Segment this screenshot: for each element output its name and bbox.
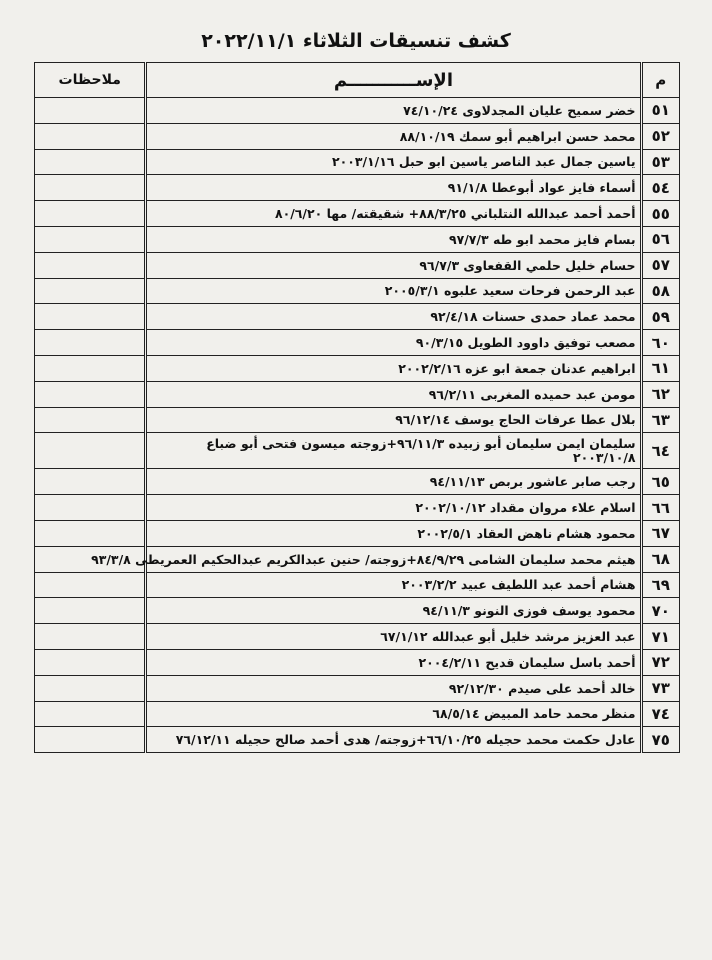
row-notes	[35, 175, 146, 201]
row-number: ٧٣	[641, 675, 679, 701]
table-row	[35, 123, 680, 149]
row-notes	[35, 675, 146, 701]
coordination-table	[34, 62, 680, 753]
row-number: ٦٤	[641, 433, 679, 469]
row-notes	[35, 252, 146, 278]
row-name: مومن عبد حميده المغربى ٩٦/٢/١١	[146, 381, 641, 407]
row-notes	[35, 520, 146, 546]
table-row	[35, 175, 680, 201]
row-name: أحمد باسل سليمان قديح ٢٠٠٤/٢/١١	[146, 649, 641, 675]
row-number: ٦٧	[641, 520, 679, 546]
row-notes	[35, 201, 146, 227]
table-row	[35, 649, 680, 675]
row-notes	[35, 624, 146, 650]
table-row	[35, 495, 680, 521]
table-body	[35, 98, 680, 753]
row-name: خضر سميح عليان المجدلاوى ٧٤/١٠/٢٤	[146, 98, 641, 124]
table-row	[35, 98, 680, 124]
table-row	[35, 226, 680, 252]
row-number: ٥٤	[641, 175, 679, 201]
row-notes	[35, 123, 146, 149]
page-title: كشف تنسيقات الثلاثاء ٢٠٢٢/١١/١	[201, 30, 511, 52]
row-notes	[35, 381, 146, 407]
header-notes: ملاحظات	[35, 63, 146, 98]
table-row	[35, 355, 680, 381]
row-number: ٥٧	[641, 252, 679, 278]
row-name: بسام فايز محمد ابو طه ٩٧/٧/٣	[146, 226, 641, 252]
row-number: ٧٠	[641, 598, 679, 624]
row-name: رجب صابر عاشور بربص ٩٤/١١/١٣	[146, 469, 641, 495]
row-name: هشام أحمد عبد اللطيف عبيد ٢٠٠٣/٢/٢	[146, 572, 641, 598]
table-row	[35, 304, 680, 330]
row-name: ابراهيم عدنان جمعة ابو عزه ٢٠٠٢/٢/١٦	[146, 355, 641, 381]
row-notes	[35, 701, 146, 727]
row-name: بلال عطا عرفات الحاج يوسف ٩٦/١٢/١٤	[146, 407, 641, 433]
row-notes	[35, 149, 146, 175]
table-row	[35, 520, 680, 546]
row-number: ٧٢	[641, 649, 679, 675]
row-notes	[35, 433, 146, 469]
row-number: ٥٩	[641, 304, 679, 330]
row-name: ياسين جمال عبد الناصر ياسين ابو حبل ٢٠٠٣/١/١٦	[146, 149, 641, 175]
table-row	[35, 201, 680, 227]
table-row	[35, 572, 680, 598]
row-name: خالد أحمد على صيدم ٩٢/١٢/٣٠	[146, 675, 641, 701]
row-name: محمد حسن ابراهيم أبو سمك ٨٨/١٠/١٩	[146, 123, 641, 149]
table-row	[35, 727, 680, 753]
row-notes	[35, 495, 146, 521]
table-header-row	[35, 63, 680, 98]
row-notes	[35, 598, 146, 624]
row-notes	[35, 355, 146, 381]
row-notes	[35, 727, 146, 753]
row-name: محمود هشام ناهض العقاد ٢٠٠٢/٥/١	[146, 520, 641, 546]
row-name: عادل حكمت محمد حجيله ٦٦/١٠/٢٥+زوجته/ هدى أحمد صالح حجيله ٧٦/١٢/١١	[146, 727, 641, 753]
row-notes	[35, 98, 146, 124]
table-row	[35, 675, 680, 701]
table-row	[35, 407, 680, 433]
row-name: منظر محمد حامد المبيض ٦٨/٥/١٤	[146, 701, 641, 727]
table-row	[35, 624, 680, 650]
row-number: ٥٥	[641, 201, 679, 227]
table-row	[35, 381, 680, 407]
row-number: ٧٤	[641, 701, 679, 727]
row-notes	[35, 330, 146, 356]
row-notes	[35, 572, 146, 598]
row-number: ٧١	[641, 624, 679, 650]
row-number: ٥٨	[641, 278, 679, 304]
table-row	[35, 701, 680, 727]
row-name: حسام خليل حلمي القفعاوى ٩٦/٧/٣	[146, 252, 641, 278]
row-notes	[35, 226, 146, 252]
row-number: ٦٣	[641, 407, 679, 433]
header-number: م	[641, 63, 679, 98]
row-number: ٥٢	[641, 123, 679, 149]
table-row	[35, 330, 680, 356]
row-number: ٦٠	[641, 330, 679, 356]
row-number: ٦١	[641, 355, 679, 381]
row-name: سليمان ايمن سليمان أبو زبيده ٩٦/١١/٣+زوجته ميسون فتحى أبو ضباع ٢٠٠٣/١٠/٨	[146, 433, 641, 469]
row-notes	[35, 304, 146, 330]
row-name: عبد الرحمن فرحات سعيد علبوه ٢٠٠٥/٣/١	[146, 278, 641, 304]
row-number: ٥١	[641, 98, 679, 124]
row-number: ٧٥	[641, 727, 679, 753]
row-notes	[35, 407, 146, 433]
table-row	[35, 598, 680, 624]
row-number: ٦٦	[641, 495, 679, 521]
table-row	[35, 546, 680, 572]
row-number: ٦٨	[641, 546, 679, 572]
row-number: ٦٢	[641, 381, 679, 407]
table-row	[35, 149, 680, 175]
row-number: ٦٩	[641, 572, 679, 598]
row-number: ٥٦	[641, 226, 679, 252]
row-notes	[35, 469, 146, 495]
table-row	[35, 469, 680, 495]
table-row	[35, 252, 680, 278]
row-name: عبد العزيز مرشد خليل أبو عبدالله ٦٧/١/١٢	[146, 624, 641, 650]
row-name: هيثم محمد سليمان الشامى ٨٤/٩/٢٩+زوجته/ حنين عبدالكريم عبدالحكيم العمريطى ٩٣/٣/٨	[146, 546, 641, 572]
row-name: مصعب توفيق داوود الطويل ٩٠/٣/١٥	[146, 330, 641, 356]
row-notes	[35, 649, 146, 675]
table-row	[35, 433, 680, 469]
row-name: أحمد أحمد عبدالله النتلباني ٨٨/٣/٢٥+ شقيقته/ مها ٨٠/٦/٢٠	[146, 201, 641, 227]
row-name: محمود يوسف فوزى النونو ٩٤/١١/٣	[146, 598, 641, 624]
row-number: ٦٥	[641, 469, 679, 495]
header-name: الإســـــــــــم	[146, 63, 641, 98]
row-name: محمد عماد حمدى حسنات ٩٢/٤/١٨	[146, 304, 641, 330]
table-row	[35, 278, 680, 304]
row-name: أسماء فايز عواد أبوعطا ٩١/١/٨	[146, 175, 641, 201]
row-notes	[35, 278, 146, 304]
row-name: اسلام علاء مروان مقداد ٢٠٠٢/١٠/١٢	[146, 495, 641, 521]
row-number: ٥٣	[641, 149, 679, 175]
